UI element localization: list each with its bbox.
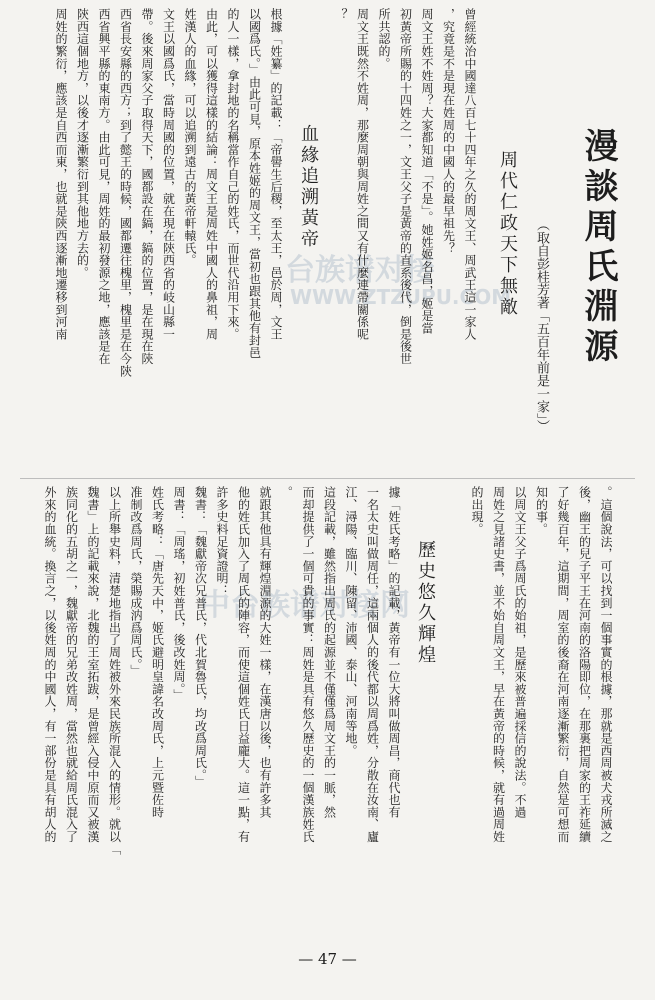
watermark-bottom-cn: 中台族谱对接网 xyxy=(200,588,410,623)
text-column: 外來的血統。換言之，以後姓周的中國人，有一部份是具有胡人的 xyxy=(43,486,57,843)
text-column: 魏書」上的記載來說，北魏的王室拓跋，是曾經入侵中原而又被漢 xyxy=(86,486,100,843)
text-column: 姓氏考略：「唐先天中，姬氏避明皇諱名改周氏，上元暨佐時 xyxy=(150,486,165,819)
text-column: 帶。後來周家父子取得天下，國都設在鎬，鎬的位置，是在現在陝 xyxy=(140,8,154,365)
text-column: 這段記載，雖然指出周氏的起源並不僅僅爲周文王的一脈，然 xyxy=(322,486,337,819)
text-column: 所共認的。 xyxy=(377,8,391,70)
text-column: 准制改爲周氏，榮賜成汭爲周氏。」 xyxy=(129,486,143,677)
text-column: 江、潯陽、臨川、陳留、沛國、泰山、河南等地。 xyxy=(344,486,358,757)
text-column: 。這個說法，可以找到一個事實的根據，那就是西周被犬戎所滅之 xyxy=(599,486,613,843)
text-column: 後，幽王的兒子平王在河南的洛陽即位，在那裏把周家的王祚延續 xyxy=(577,486,592,843)
text-column: 而却提供了一個可貴的事實：周姓是具有悠久歷史的一個漢族姓氏 xyxy=(301,486,315,843)
text-column: 魏書：「魏獻帝次兄普氏，代北賀魯氏，均改爲周氏。」 xyxy=(193,486,208,788)
text-column: 姓漢人的血緣，可以追溯到遠古的黃帝軒轅氏。 xyxy=(183,8,197,267)
text-column: 西省興平縣的東南方。由此可見，周姓的最初發源之地，應該是在 xyxy=(97,8,111,365)
text-column: 周書：「周瑤，初姓普氏，後改姓周。」 xyxy=(172,486,186,702)
text-column: 以周文王父子爲周氏的始祖，是歷來被普遍採信的說法。不過 xyxy=(513,486,527,819)
page-divider xyxy=(20,478,635,479)
text-column: 許多史料足資證明： xyxy=(215,486,229,597)
text-column: 陝西這個地方，以後才逐漸繁衍到其他地方去的。 xyxy=(75,8,90,279)
section-heading-1: 周代仁政天下無敵 xyxy=(497,150,518,318)
article-title: 漫談周氏淵源 xyxy=(578,128,618,368)
text-column: 西省長安縣的西方；到了懿王的時候，國都遷往槐里，槐里是在今陝 xyxy=(118,8,133,377)
text-column: 文王以國爲氏，當時周國的位置，就在現在陝西省的岐山縣一 xyxy=(161,8,176,341)
watermark-top-en: WWW.ZTZUPU.COM xyxy=(290,285,512,309)
text-column: 周文王姓不姓周？大家都知道「不是」。她姓姬名昌，姬是當 xyxy=(420,8,434,335)
text-column: 周文王既然不姓周，那麼周朝與周姓之間又有什麼連帶關係呢 xyxy=(355,8,370,341)
text-column: 。 xyxy=(279,486,294,499)
text-column: 根據「姓纂」的記載：「帝嚳生后稷，至太王，邑於周，文王 xyxy=(269,8,283,341)
text-column: ，究竟是不是現在姓周的中國人的最早祖先？ xyxy=(441,8,456,254)
text-column: 以國爲氏。」由此可見，原本姓姬的周文王，當初也跟其他有封邑 xyxy=(247,8,262,359)
text-column: 周姓的繁衍，應該是自西而東，也就是陝西逐漸地遷移到河南 xyxy=(54,8,68,341)
text-column: 他的姓氏加入了周氏的陣容，而使這個姓氏日益龐大。這一點，有 xyxy=(236,486,251,843)
text-column: 由此，可以獲得這樣的結論：周文王是周姓中國人的鼻祖，周 xyxy=(204,8,219,341)
page-number: — 47 — xyxy=(298,950,357,968)
text-column: 初黃帝所賜的十四姓之一，文王父子是黃帝的直系後代，倒是後世 xyxy=(398,8,413,365)
text-column: 曾經統治中國達八百七十四年之久的周文王、周武王這一家人 xyxy=(463,8,477,341)
section-heading-3: 歷史悠久輝煌 xyxy=(415,540,436,666)
text-column: 族同化的五胡之一，魏獻帝的兄弟改姓周，當然也就給周氏混入了 xyxy=(64,486,79,843)
watermark-top-cn: 台族谱对接 xyxy=(285,253,435,288)
text-column: 知的事。 xyxy=(534,486,549,536)
section-heading-2: 血緣追溯黃帝 xyxy=(298,124,319,250)
text-column: 了好幾百年，這期間，周室的後裔在河南逐漸繁衍，自然是可想而 xyxy=(556,486,570,843)
article-source: （取自彭桂芳著「五百年前是一家」） xyxy=(534,218,549,433)
text-column: 以上所舉史料，清楚地指出了周姓被外來民族所混入的情形。就以「 xyxy=(107,486,122,855)
text-column: ？ xyxy=(334,8,348,21)
text-column: 周姓之見諸史書，並不始自周文王，早在黃帝的時候，就有過周姓 xyxy=(491,486,506,843)
text-column: 的出現。 xyxy=(470,486,484,536)
text-column: 的人一樣，拿封地的名稱當作自己的姓氏，而世代沿用下來。 xyxy=(226,8,240,341)
text-column: 據「姓氏考略」的記載，黃帝有一位大將叫做周昌，商代也有 xyxy=(387,486,401,819)
text-column: 一名太史叫做周任，這兩個人的後代都以周爲姓，分散在汝南、廬 xyxy=(365,486,380,843)
text-column: 就跟其他具有輝煌淵源的大姓一樣，在漢唐以後，也有許多其 xyxy=(258,486,272,819)
